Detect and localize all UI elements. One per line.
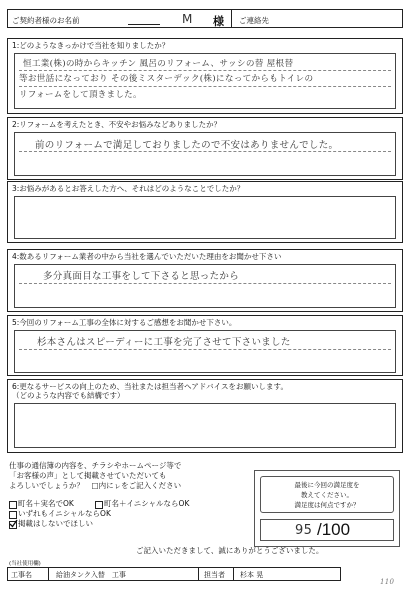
header-row [7, 9, 403, 28]
customer-name-value: M [182, 12, 193, 26]
option-label-4: 掲載はしないでほしい [18, 519, 93, 528]
page-number: 110 [380, 578, 395, 586]
answer-1-line-3: リフォームをして頂きました。 [19, 90, 142, 100]
question-5-section [7, 315, 403, 376]
answer-6-box [14, 403, 396, 448]
option-checkbox-3[interactable] [9, 511, 17, 519]
option-checkbox-1[interactable] [9, 501, 17, 509]
answer-1-line-2: 等お世話になっており その後ミスターデック(株)になってからもトイレの [19, 74, 314, 84]
answer-3-box [14, 196, 396, 239]
staff-value: 杉本 晃 [240, 571, 264, 579]
score-box [254, 470, 400, 547]
footer-table [7, 567, 341, 581]
footer-divider-1 [48, 568, 49, 580]
work-name-value: 給油タンク入替 工事 [56, 571, 126, 579]
answer-2-box [14, 132, 396, 176]
question-4-section [7, 249, 403, 312]
question-2-section [7, 117, 403, 180]
answer-1-line-1: 恒工業(株)の時からキッチン 風呂のリフォーム、サッシの替 屋根替 [23, 59, 294, 69]
answer-4-box [14, 264, 396, 308]
option-label-1: 町名＋実名でOK [18, 499, 74, 508]
question-3-label: 3:お悩みがあるとお答えした方へ、それはどのようなことでしたか？ [12, 184, 245, 193]
customer-name-label: ご契約者様のお名前 [12, 16, 80, 25]
answer-5-line-1: 杉本さんはスピーディーに工事を完了させて下さいました [37, 337, 291, 348]
score-value: 95 [295, 523, 313, 538]
consent-line-1: 仕事の通信簿の内容を、チラシやホームページ等で [9, 461, 182, 470]
option-checkbox-2[interactable] [95, 501, 103, 509]
option-label-3: いずれもイニシャルならOK [18, 509, 111, 518]
score-answer-box [260, 519, 394, 541]
answer-1-box [14, 53, 396, 109]
answer-2-line-1: 前のリフォームで満足しておりましたので不安はありませんでした。 [35, 140, 339, 151]
answer-1-rule-1 [19, 70, 391, 71]
score-prompt-line-1: 最後に今回の満足度を [294, 481, 360, 489]
option-checkbox-4[interactable] [9, 521, 17, 529]
answer-5-rule-1 [19, 349, 391, 350]
score-prompt-line-2: 教えてください。 [301, 491, 353, 499]
work-name-label: 工事名 [11, 571, 32, 579]
question-1-section [7, 38, 403, 114]
consent-line-3: よろしいでしょうか？ □内にㇾをご記入ください [9, 481, 182, 490]
honorific: 様 [213, 15, 224, 28]
option-label-2: 町名＋イニシャルならOK [104, 499, 190, 508]
thanks-message: ご記入いただきまして、誠にありがとうございました。 [136, 546, 324, 555]
answer-4-rule-1 [19, 283, 391, 284]
score-prompt-box [260, 476, 394, 513]
question-3-section [7, 181, 403, 243]
question-1-label: 1:どのようなきっかけで当社を知りましたか？ [12, 41, 170, 50]
name-underline [128, 24, 160, 25]
question-6-section [7, 379, 403, 453]
office-use-label: (当社使用欄) [9, 561, 41, 567]
staff-label: 担当者 [204, 571, 225, 579]
answer-2-rule-1 [19, 151, 391, 152]
answer-4-line-1: 多分真面目な工事をして下さると思ったから [43, 271, 240, 282]
consent-block [9, 461, 249, 551]
footer-divider-3 [233, 568, 234, 580]
consent-line-2: 「お客様の声」として掲載させていただいても [9, 471, 167, 480]
question-5-label: 5:今回のリフォーム工事の全体に対するご感想をお聞かせ下さい。 [12, 318, 237, 327]
score-prompt-line-3: 満足度は何点ですか？ [294, 501, 360, 509]
contact-label: ご連絡先 [239, 16, 269, 25]
answer-1-rule-2 [19, 86, 391, 87]
footer-divider-2 [198, 568, 199, 580]
question-4-label: 4:数あるリフォーム業者の中から当社を選んでいただいた理由をお聞かせ下さい [12, 252, 282, 261]
header-divider [231, 10, 232, 27]
question-2-label: 2:リフォームを考えたとき、不安やお悩みなどありましたか？ [12, 120, 222, 129]
checkmark-icon [9, 519, 18, 528]
question-6-sublabel: （どのような内容でも結構です） [12, 391, 125, 400]
score-max: /100 [317, 520, 351, 539]
answer-5-box [14, 330, 396, 373]
question-6-label: 6:更なるサービスの向上のため、当社または担当者へアドバイスをお願いします。 [12, 382, 288, 391]
